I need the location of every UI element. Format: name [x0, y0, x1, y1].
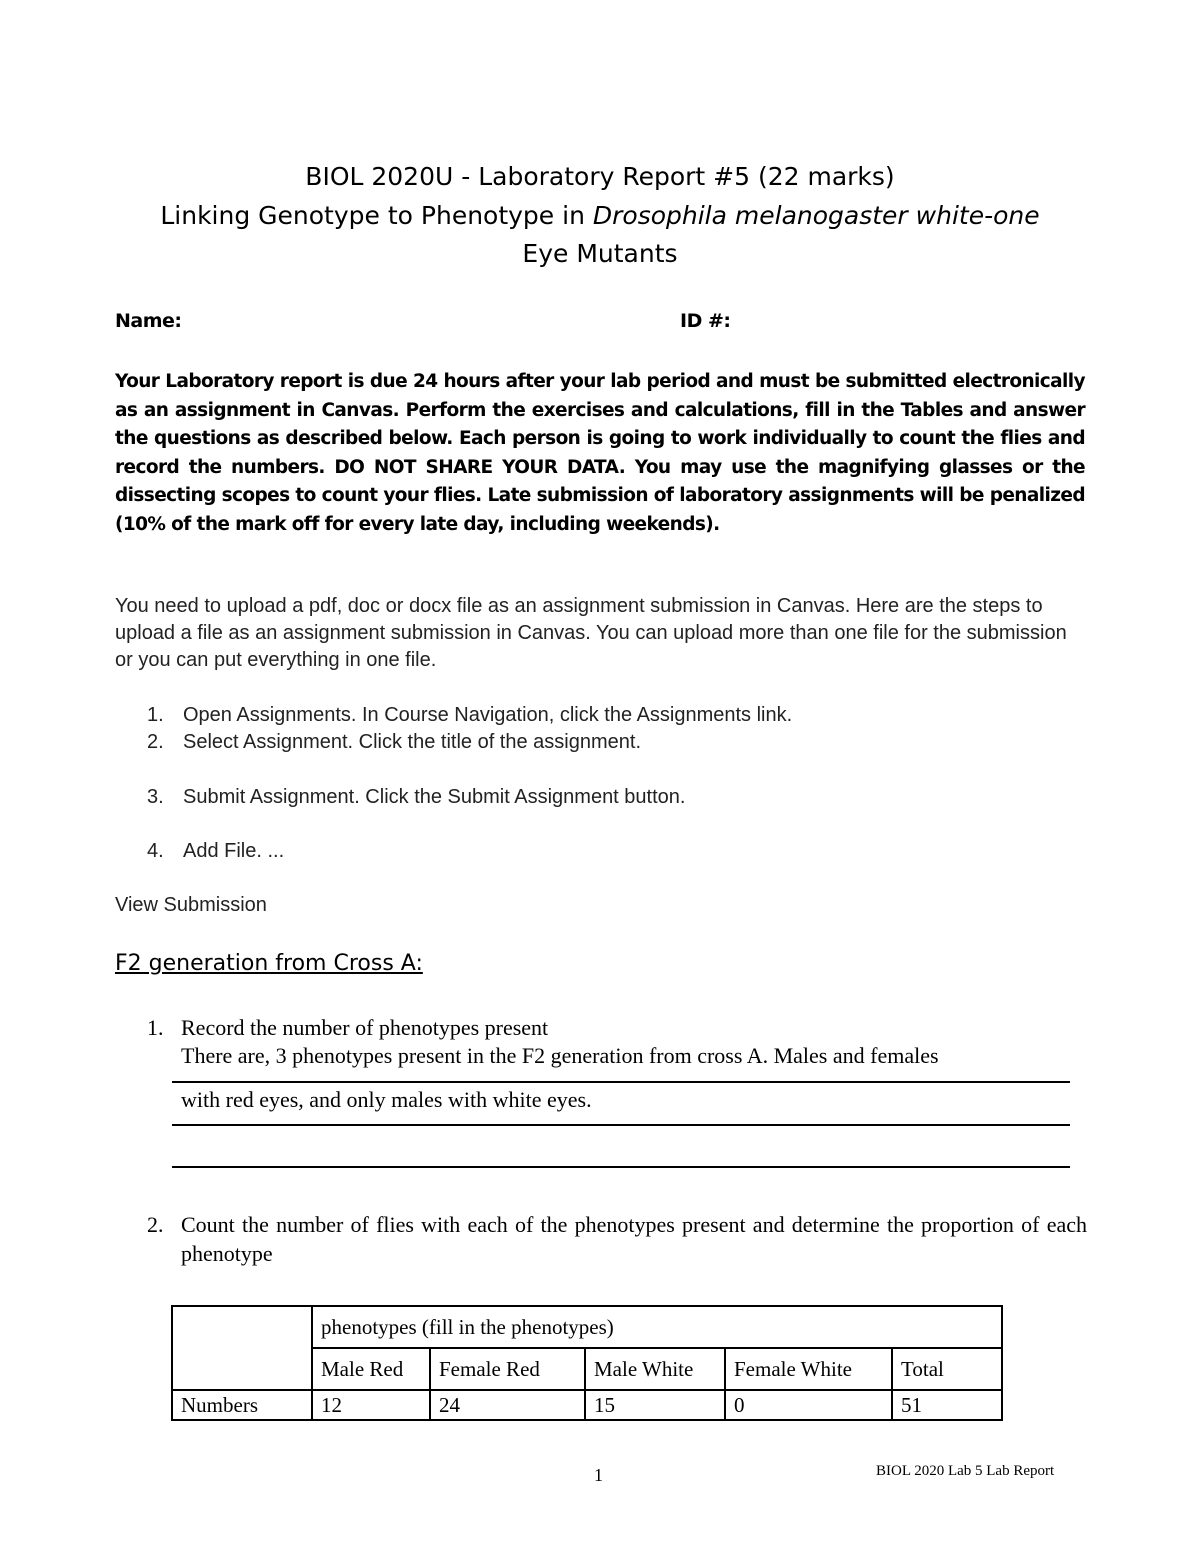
- step-item: [147, 840, 284, 863]
- table-corner-cell: [172, 1306, 312, 1390]
- document-subtitle: [0, 196, 1200, 236]
- phenotype-table: [171, 1305, 1003, 1421]
- table-cell: 51: [892, 1390, 1002, 1420]
- question-number: 1.: [147, 1015, 164, 1040]
- step-number: 1.: [147, 704, 164, 726]
- view-submission-text: View Submission: [115, 894, 267, 916]
- upload-paragraph: You need to upload a pdf, doc or docx file as an assignment submission in Canvas. Here are the steps to upload a file as an assignment submission in Canvas. You can upload more than one file for the submission or you can put everything in one file.: [115, 595, 1067, 671]
- document-subtitle-line3: Eye Mutants: [522, 239, 678, 268]
- table-row: [172, 1390, 1002, 1420]
- column-header: Female White: [725, 1348, 892, 1390]
- step-number: 3.: [147, 786, 164, 808]
- table-cell: 12: [312, 1390, 430, 1420]
- question-text: Record the number of phenotypes present: [181, 1015, 549, 1040]
- step-text: Select Assignment. Click the title of the assignment.: [183, 731, 641, 753]
- species-name: Drosophila melanogaster white-one: [592, 201, 1040, 230]
- answer-rule: [172, 1081, 1070, 1083]
- column-header: Male Red: [312, 1348, 430, 1390]
- column-header: Female Red: [430, 1348, 585, 1390]
- table-cell: 0: [725, 1390, 892, 1420]
- section-heading: F2 generation from Cross A:: [115, 951, 423, 976]
- question-text: Count the number of flies with each of the phenotypes present and determine the proportion of each phenotype: [181, 1212, 1087, 1266]
- footer-label: BIOL 2020 Lab 5 Lab Report: [876, 1463, 1055, 1479]
- step-text: Submit Assignment. Click the Submit Assignment button.: [183, 786, 686, 808]
- document-title: BIOL 2020U - Laboratory Report #5 (22 marks): [305, 162, 895, 191]
- subtitle-text: Linking Genotype to Phenotype in: [160, 201, 593, 230]
- answer-line-2: with red eyes, and only males with white eyes.: [181, 1087, 592, 1112]
- question-number: 2.: [147, 1212, 164, 1237]
- table-cell: 24: [430, 1390, 585, 1420]
- step-text: Add File. ...: [183, 840, 285, 862]
- step-text: Open Assignments. In Course Navigation, click the Assignments link.: [183, 704, 793, 726]
- table-header-span: phenotypes (fill in the phenotypes): [312, 1306, 1002, 1348]
- question-1: [147, 1015, 548, 1041]
- step-number: 2.: [147, 731, 164, 753]
- step-number: 4.: [147, 840, 164, 862]
- step-item: [147, 731, 641, 754]
- table-cell: 15: [585, 1390, 725, 1420]
- column-header: Male White: [585, 1348, 725, 1390]
- step-item: [147, 704, 792, 727]
- instructions-paragraph: Your Laboratory report is due 24 hours after your lab period and must be submitted electronically as an assignment in Canvas. Perform the exercises and calculations, fill in the Tables and answer the questions as described below. Each person is going to work individually to count the flies and record the numbers. DO NOT SHARE YOUR DATA. You may use the magnifying glasses or the dissecting scopes to count your flies. Late submission of laboratory assignments will be penalized (10% of the mark off for every late day, including weekends).: [115, 371, 1085, 535]
- step-item: [147, 786, 685, 809]
- column-header: Total: [892, 1348, 1002, 1390]
- id-label: ID #:: [680, 310, 731, 332]
- name-label: Name:: [115, 310, 182, 332]
- answer-line-1: There are, 3 phenotypes present in the F2 generation from cross A. Males and females: [181, 1043, 939, 1068]
- answer-rule: [172, 1166, 1070, 1168]
- answer-rule: [172, 1124, 1070, 1126]
- row-label: Numbers: [172, 1390, 312, 1420]
- page-number: 1: [594, 1465, 603, 1485]
- question-2: [147, 1210, 1087, 1268]
